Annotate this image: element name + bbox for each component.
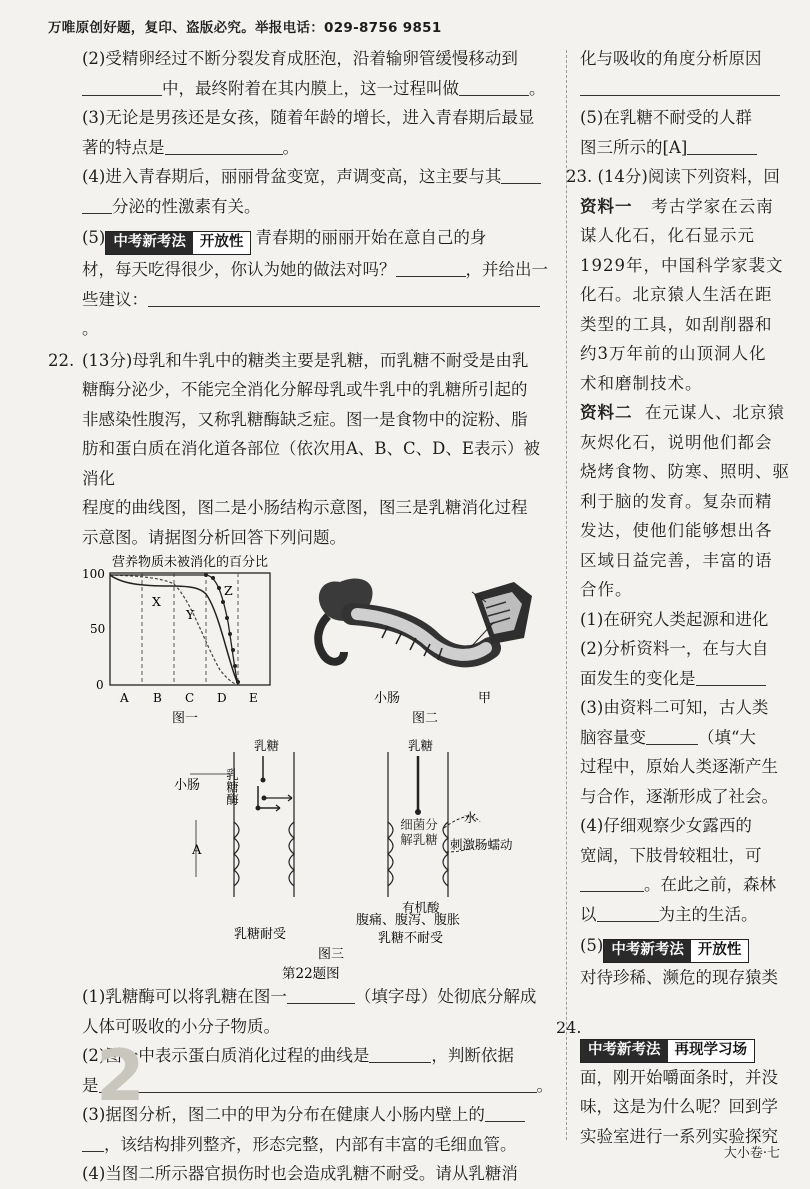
answer-blank[interactable] [696,668,766,686]
q23-4c-line [580,870,810,900]
exam-tag [603,939,749,963]
q23-1: (1)在研究人类起源和进化 [580,609,769,629]
answer-blank[interactable] [485,1104,525,1122]
material2-line: 合作。 [580,580,633,599]
q23-header [566,162,810,192]
material1-line: 类型的工具，如刮削器和 [580,314,773,334]
r-line: 化与吸收的角度分析原因 [580,49,762,68]
q24-header [580,1031,810,1063]
q23-5-line [580,931,810,963]
intestine-illustration [318,579,532,662]
q21-4-text-b: 分泌的性激素有关。 [112,196,261,216]
q22-2-text-b: ，判断依据 [431,1046,514,1065]
fig3-bacteria-box [390,818,448,910]
y-tick: 0 [96,678,104,692]
material2-line: 发达，使他们能够想出各 [580,521,773,540]
fig3-small-intestine-label: 小肠 [174,778,201,793]
q22-line: 肪和蛋白质在消化道各部位（依次用A、B、C、D、E表示）被消化 [82,439,540,488]
x-tick: E [249,691,258,705]
q21-part3 [48,103,554,162]
q22-1-text-c: 人体可吸收的小分子物质。 [82,1016,280,1036]
q21-5-text-d: 些建议： [82,289,148,309]
q21-part4 [48,162,554,221]
figure-caption: 第22题图 [282,966,340,982]
q23-4c: 。在此之前，森林 [644,875,776,894]
stimulate-label: 刺激肠蠕动 [450,837,513,852]
material2-line: 区域日益完善，丰富的语 [580,550,773,570]
q21-4-text-a: (4)进入青春期后，丽丽骨盆变宽，声调变高，这主要与其 [82,167,502,186]
answer-blank[interactable] [287,986,355,1004]
tag-open: 开放性 [193,232,251,254]
q23-number: 23. [566,167,593,186]
material2-line: 灰烬化石，说明他们都会 [580,432,773,452]
q23-3c: （填“大 [698,727,756,747]
answer-blank[interactable] [82,196,112,214]
x-tick: A [120,691,129,705]
q24-line: 面，刚开始嚼面条时，并没 [580,1067,778,1087]
q23-2a: (2)分析资料一，在与大自 [580,639,769,658]
answer-blank[interactable] [687,137,757,155]
fig1-label: 图一 [172,711,199,726]
y-tick: 50 [90,622,106,636]
q23-4b: 宽阔，下肢骨较粗壮，可 [580,845,762,865]
exam-tag [105,231,251,255]
q23-3d: 过程中，原始人类逐渐产生 [580,757,778,776]
q22-3-text-a: (3)据图分析，图二中的甲为分布在健康人小肠内壁上的 [82,1105,485,1124]
q22-1-text-b: （填字母）处彻底分解成 [354,987,537,1006]
q23-2b: 面发生的变化是 [580,668,696,688]
organic-acid-label: 有机酸 [402,900,440,915]
q22 [48,346,554,553]
r-blank-line [580,74,810,104]
bacteria-text: 细菌分解乳糖 [400,817,438,847]
q22-4-text-a: (4)当图二所示器官损伤时也会造成乳糖不耐受。请从乳糖消 [82,1164,518,1183]
q22-part4 [48,1159,554,1189]
answer-blank[interactable] [99,1075,537,1093]
symptoms-label: 腹痛、腹泻、腹胀 [356,913,461,928]
material1-line: 化石。北京猿人生活在距 [580,285,773,304]
answer-blank[interactable] [459,78,529,96]
q21-5-num: (5) [82,228,106,247]
tag-recurrence: 再现学习场 [668,1040,755,1062]
curve-label-x: X [152,594,161,609]
q21-part5 [48,223,554,344]
q24-line: 味，这是为什么呢？回到学 [580,1097,778,1116]
chart-title: 营养物质未被消化的百分比 [112,555,269,570]
q21-5-text-c: ，并给出一 [465,260,548,279]
answer-blank[interactable] [646,727,698,745]
tag-label: 中考新考法 [581,1040,668,1062]
q21-3-text-b: 著的特点是 [82,137,165,157]
answer-blank[interactable] [501,166,541,184]
q23-3e: 与合作，逐渐形成了社会。 [580,786,778,806]
q21-5-text-b: 材，每天吃得很少，你认为她的做法对吗？ [82,260,396,279]
q21-part2 [48,44,554,103]
material1-line: 1929年，中国科学家裴文 [580,255,784,275]
q21-3-text-c: 。 [282,137,299,157]
curve-label-z: Z [224,583,233,598]
figure-area [82,552,554,982]
answer-blank[interactable] [396,259,466,277]
q23-5-num: (5) [580,936,604,955]
y-tick: 100 [82,567,105,581]
fig3-lactose-label-2: 乳糖 [408,738,434,753]
answer-blank[interactable] [597,904,659,922]
r-q5a: (5)在乳糖不耐受的人群 [580,108,752,127]
q23-4e: 为主的生活。 [658,904,758,924]
q21-2-text-a: (2)受精卵经过不断分裂发育成胚泡，沿着输卵管缓慢移动到 [82,49,518,68]
tag-label: 中考新考法 [106,232,193,254]
q22-line: 程度的曲线图，图二是小肠结构示意图，图三是乳糖消化过程 [82,498,528,517]
material1-line: 考古学家在云南 [651,196,774,216]
material2-line: 利于脑的发育。复杂而精 [580,491,773,511]
material2-line: 烧烤食物、防寒、照明、驱 [580,462,790,481]
y-axis-ticks [82,567,105,692]
fig3-tolerant [190,752,294,897]
q22-2-text-d: 。 [536,1075,553,1095]
q24-line: 实验室进行一系列实验探究 [580,1126,778,1146]
x-axis-ticks [119,691,258,705]
q21-2-text-b: 中，最终附着在其内膜上，这一过程叫做 [162,78,459,98]
q23-5b: 对待珍稀、濒危的现存猿类 [580,968,778,987]
curve-z-markers [204,573,240,684]
q23-4d-line [580,900,810,930]
small-intestine-label: 小肠 [374,691,401,706]
answer-blank[interactable] [148,289,540,307]
q24-number: 24. [556,1018,582,1037]
answer-blank[interactable] [82,78,162,96]
page-footer: 大小卷·七 [723,1146,780,1161]
material2 [580,398,810,605]
tag-label: 中考新考法 [604,940,691,962]
q23-3a: (3)由资料二可知，古人类 [580,698,769,717]
tag-open: 开放性 [691,940,749,962]
q21-2-text-c: 。 [529,78,546,98]
fig2-label: 图二 [412,711,439,726]
q21-5-text-e: 。 [82,319,99,338]
figure-svg [82,552,552,982]
jia-label: 甲 [478,691,492,706]
curve-label-y: Y [186,607,195,622]
material1 [580,192,810,399]
q22-1-text-a: (1)乳糖酶可以将乳糖在图一 [82,987,287,1006]
page-number: 2 [96,1035,145,1117]
q23-4a: (4)仔细观察少女露西的 [580,816,752,835]
material1-line: 约3万年前的山顶洞人化 [580,344,767,363]
answer-blank[interactable] [580,874,644,892]
q22-line: 非感染性腹泻，又称乳糖酶缺乏症。图一是食物中的淀粉、脂 [82,409,528,429]
material2-title: 资料二 [580,403,633,422]
x-tick: C [185,691,195,705]
curve-labels [152,583,233,622]
spacer [580,993,810,1031]
x-tick: B [153,691,162,705]
column-divider [566,50,567,1140]
fig3-tolerant-label: 乳糖耐受 [234,927,287,942]
left-column [48,44,554,1189]
q22-3-text-b: ，该结构排列整齐，形态完整，内部有丰富的毛细血管。 [104,1134,517,1154]
material2-line: 在元谋人、北京猿 [645,403,785,422]
q22-2-text-c: 是 [82,1075,99,1095]
q22-part1 [48,982,554,1041]
fig3-lactose-label: 乳糖 [254,738,280,753]
material1-line: 谋人化石，化石显示元 [580,226,755,245]
x-tick: D [217,691,227,705]
chart-frame [110,573,270,685]
q21-3-text-a: (3)无论是男孩还是女孩，随着年龄的增长，进入青春期后最显 [82,108,535,127]
q21-5-text-a: 青春期的丽丽开始在意自己的身 [255,228,487,247]
answer-blank[interactable] [82,1134,104,1152]
q22-line: 糖酶分泌少，不能完全消化分解母乳或牛乳中的乳糖所引起的 [82,380,528,399]
q22-2-text-a: (2)图一中表示蛋白质消化过程的曲线是 [82,1046,370,1065]
q23-4d: 以 [580,904,597,924]
answer-blank[interactable] [580,78,780,96]
q23-intro: (14分)阅读下列资料，回 [597,167,780,186]
q23-3b: 脑容量变 [580,727,646,747]
q22-number: 22. [48,350,75,370]
q23-3b-line [580,723,810,753]
water-label: 水 [464,810,477,825]
material1-title: 资料一 [580,196,633,216]
exam-tag [580,1039,755,1063]
answer-blank[interactable] [165,137,283,155]
material1-line: 术和磨制技术。 [580,373,703,393]
q22-line: (13分)母乳和牛乳中的糖类主要是乳糖，而乳糖不耐受是由乳 [82,350,529,370]
q23-2b-line [580,664,810,694]
r-q5b-line [580,133,810,163]
fig3-label: 图三 [318,947,345,962]
fig3-region-a-label: A [192,843,202,858]
answer-blank[interactable] [369,1045,431,1063]
q22-line: 示意图。请据图分析回答下列问题。 [82,527,346,547]
fig3-lactase-label: 乳糖酶 [224,768,240,806]
r-q5b: 图三所示的[A] [580,137,688,157]
fig3-intolerant-label: 乳糖不耐受 [378,931,444,946]
page-header: 万唯原创好题，复印、盗版必究。举报电话：029-8756 9851 [48,20,442,36]
